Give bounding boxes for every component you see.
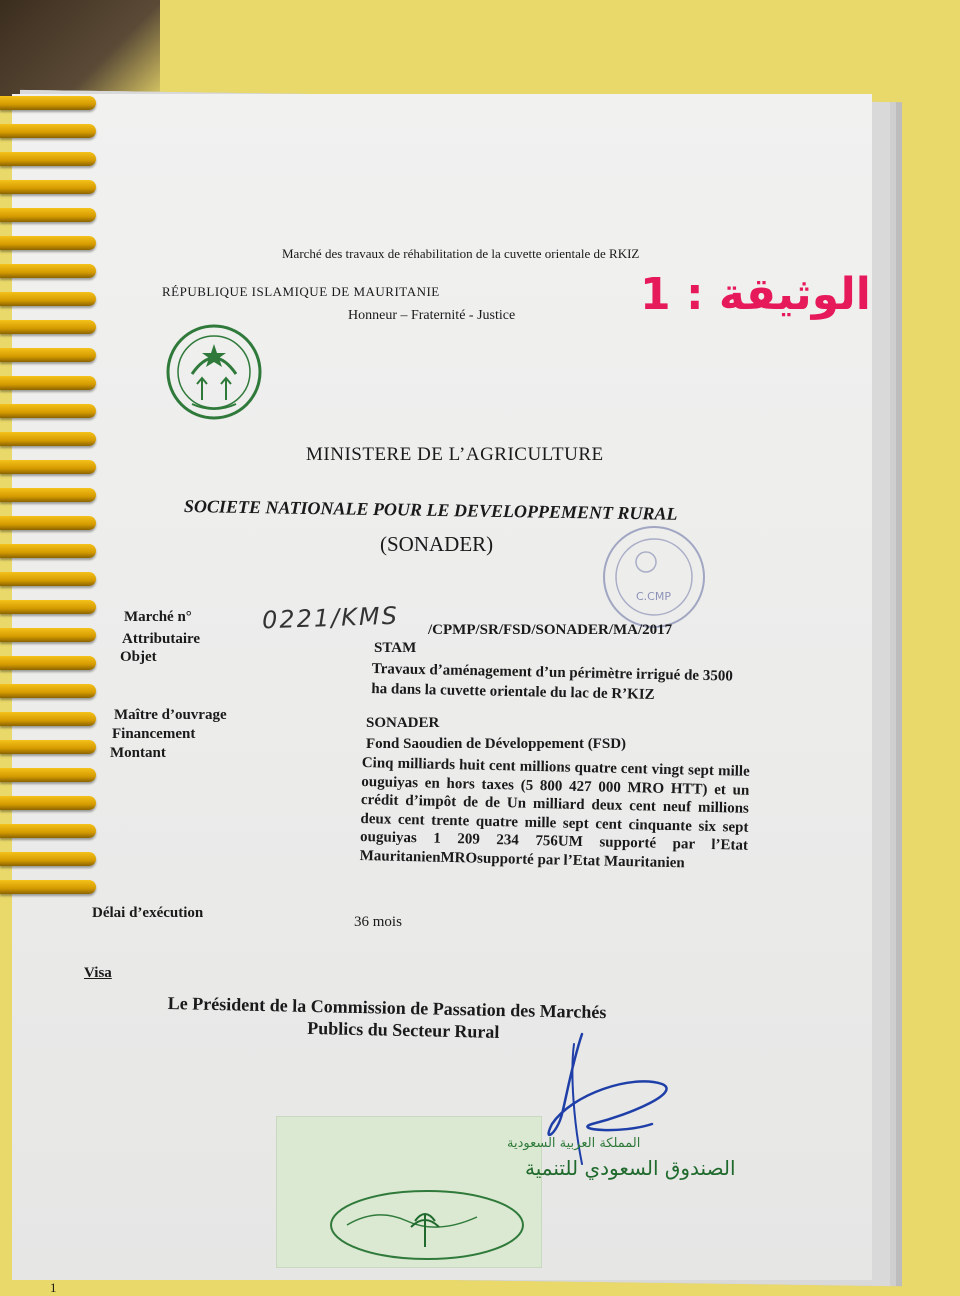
binding-ring — [0, 684, 96, 698]
president-line-2: Publics du Secteur Rural — [307, 1017, 500, 1042]
maitre-ouvrage-value: SONADER — [366, 715, 440, 731]
objet-value: Travaux d’aménagement d’un périmètre irrigué de 3500 ha dans la cuvette orientale du lac de R’KIZ — [371, 660, 733, 703]
binding-ring — [0, 600, 96, 614]
maitre-ouvrage-label: Maître d’ouvrage — [114, 707, 227, 723]
binding-ring — [0, 264, 96, 278]
binding-ring — [0, 796, 96, 810]
binding-ring — [0, 320, 96, 334]
visa-label: Visa — [84, 965, 112, 981]
binding-ring — [0, 824, 96, 838]
binding-ring — [0, 656, 96, 670]
cmp-stamp-text: C.CMP — [636, 590, 671, 603]
financement-label: Financement — [112, 726, 196, 742]
company-acronym: (SONADER) — [380, 532, 494, 556]
fsd-stamp-emblem-icon — [277, 1117, 736, 1267]
binding-ring — [0, 712, 96, 726]
marche-value: /CPMP/SR/FSD/SONADER/MA/2017 — [428, 622, 673, 638]
company-name: SOCIETE NATIONALE POUR LE DEVELOPPEMENT RURAL — [183, 496, 678, 524]
fsd-stamp — [276, 1116, 736, 1268]
document-number-label: الوثيقة : 1 — [640, 269, 871, 320]
financement-value: Fond Saoudien de Développement (FSD) — [366, 736, 627, 752]
binding-ring — [0, 740, 96, 754]
republic-name: RÉPUBLIQUE ISLAMIQUE DE MAURITANIE — [162, 284, 440, 299]
objet-label: Objet — [120, 649, 157, 665]
binding-ring — [0, 460, 96, 474]
fsd-stamp-line-2: الصندوق السعودي للتنمية — [525, 1156, 736, 1180]
montant-value: Cinq milliards huit cent millions quatre cent vingt sept mille ouguiyas en hors taxes (5 800 427 000 MRO HTT) et un crédit d’impôt de de Un milliard deux cent neuf millions deux cent trente quatre mille sept cent cinquante six sept ouguiyas 1 209 234 756UM supporté par l’Etat MauritanienMROsupporté par l’Etat Mauritanien — [359, 754, 750, 871]
binding-ring — [0, 404, 96, 418]
binding-ring — [0, 768, 96, 782]
binding-ring — [0, 208, 96, 222]
binding-ring — [0, 628, 96, 642]
binding-ring — [0, 124, 96, 138]
page-number: 1 — [50, 1280, 57, 1295]
binding-ring — [0, 96, 96, 110]
ministry-name: MINISTERE DE L’AGRICULTURE — [306, 444, 604, 465]
binding-ring — [0, 488, 96, 502]
attributaire-value: STAM — [374, 640, 417, 656]
handwritten-marche-number: 0221/KMS — [261, 601, 400, 635]
binding-ring — [0, 544, 96, 558]
document-header-title: Marché des travaux de réhabilitation de la cuvette orientale de RKIZ — [282, 246, 640, 261]
binding-ring — [0, 348, 96, 362]
binding-ring — [0, 516, 96, 530]
delai-value: 36 mois — [354, 914, 402, 930]
cmp-stamp-icon — [594, 522, 714, 632]
president-line-1: Le Président de la Commission de Passation des Marchés — [167, 992, 607, 1023]
fsd-stamp-line-1: المملكة العربية السعودية — [507, 1136, 641, 1151]
national-seal-icon — [152, 322, 276, 422]
binding-ring — [0, 572, 96, 586]
marche-label: Marché n° — [124, 609, 192, 625]
spiral-binding — [0, 96, 100, 1166]
binding-ring — [0, 880, 96, 894]
national-motto: Honneur – Fraternité - Justice — [348, 308, 516, 323]
binding-ring — [0, 376, 96, 390]
document-page — [12, 94, 872, 1295]
binding-ring — [0, 180, 96, 194]
binding-ring — [0, 152, 96, 166]
delai-label: Délai d’exécution — [92, 905, 204, 921]
binding-ring — [0, 236, 96, 250]
montant-label: Montant — [110, 745, 166, 761]
binding-ring — [0, 432, 96, 446]
binding-ring — [0, 852, 96, 866]
binding-ring — [0, 292, 96, 306]
attributaire-label: Attributaire — [122, 631, 201, 647]
